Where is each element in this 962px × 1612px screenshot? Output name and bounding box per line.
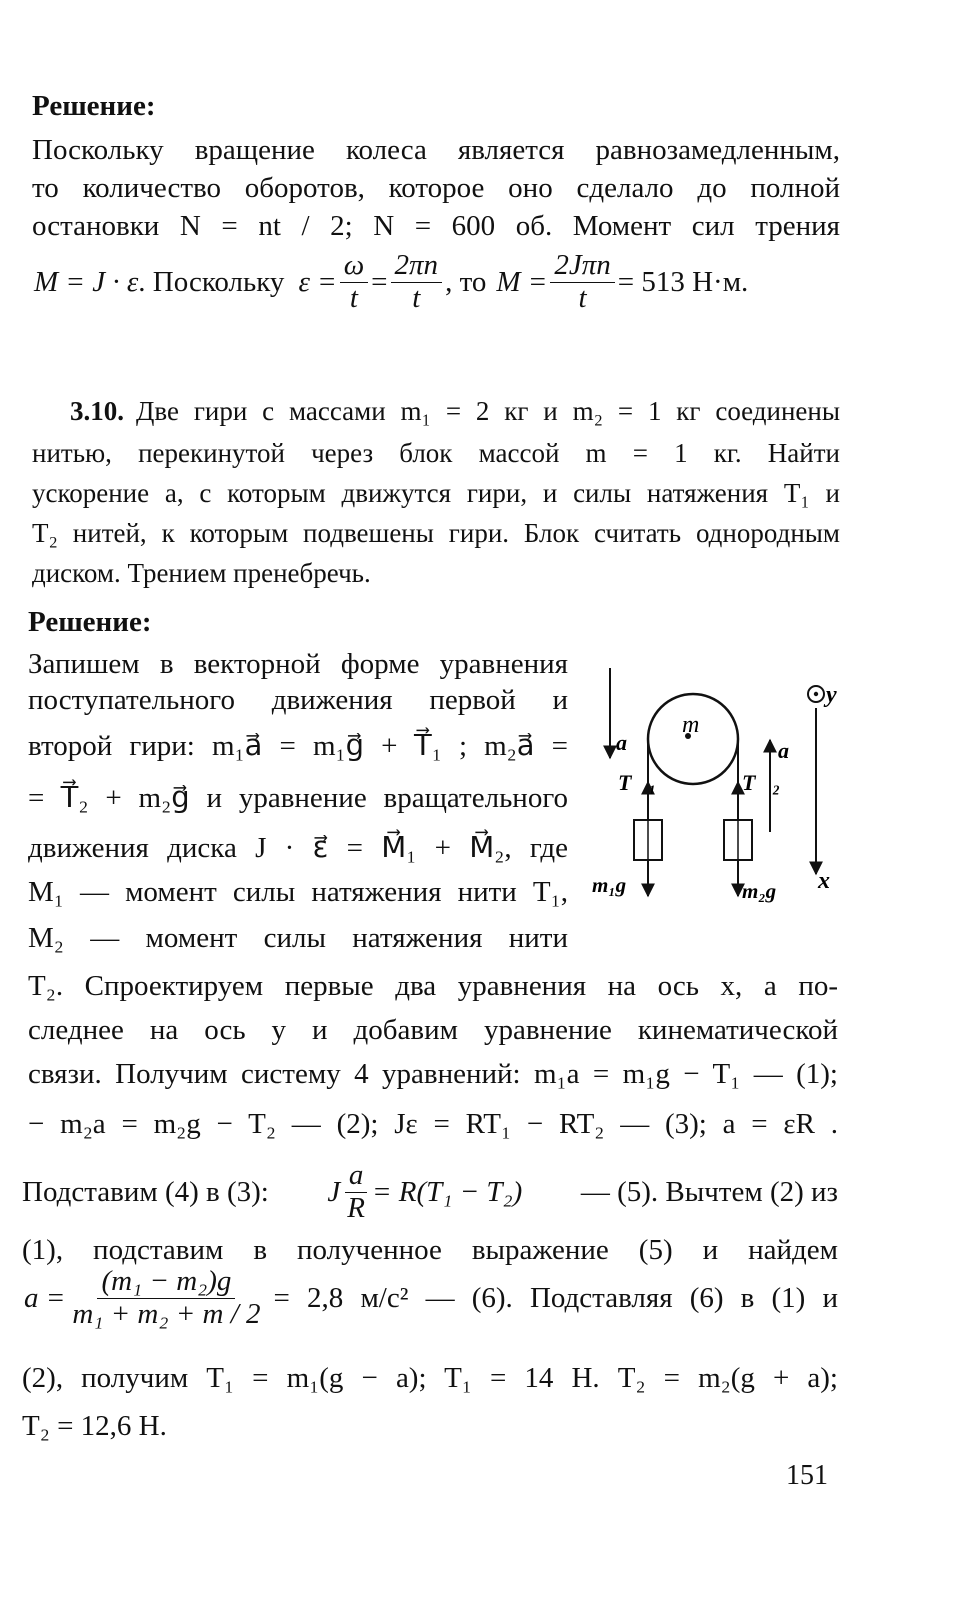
text-line: (2), получим T₁ = m₁(g − a); T₁ = 14 Н. T₂ = m₂(g + a); (22, 1362, 838, 1394)
formula-eps: ε = (298, 265, 337, 298)
fraction-numerator: ω (340, 250, 368, 283)
fraction-denominator: t (578, 281, 587, 314)
disk-label: m (682, 712, 700, 738)
fraction-numerator: (m₁ − m₂)g (97, 1266, 235, 1299)
fraction-omega-t (340, 250, 368, 315)
formula-text: . Поскольку (138, 265, 285, 298)
problem-number: 3.10. (70, 396, 124, 426)
text-line: M₂ — момент силы натяжения нити (28, 922, 568, 954)
text-line: остановки N = nt / 2; N = 600 об. Момент сил трения (32, 210, 840, 242)
fraction-numerator: 2πn (391, 250, 443, 283)
eq5-rhs: = R(T₁ − T₂) (371, 1175, 523, 1208)
fraction-2jpin-t (550, 250, 614, 315)
text-segment: — (5). Вычтем (2) из (580, 1175, 838, 1208)
solution-heading-2: Решение: (28, 606, 152, 638)
label-a-left: a⃗ (616, 730, 645, 755)
text-line: = T⃗₂ + m₂g⃗ и уравнение вращательного (28, 782, 568, 814)
text-line: T₂ = 12,6 Н. (22, 1410, 167, 1442)
pulley-disk (648, 694, 738, 784)
fraction-acceleration (68, 1266, 264, 1331)
text-line: поступательного движения первой и (28, 684, 568, 716)
text-line: M₁ — момент силы натяжения нити T₁, (28, 876, 568, 908)
text-line: ускорение a, с которым движутся гири, и силы натяжения T₁ и (32, 478, 840, 508)
text-line: второй гири: m₁a⃗ = m₁g⃗ + T⃗₁ ; m₂a⃗ = (28, 730, 568, 762)
text-line: Две гири с массами m₁ = 2 кг и m₂ = 1 кг соединены (136, 396, 840, 426)
equation-5-line (22, 1160, 838, 1225)
fraction-numerator: a (345, 1160, 368, 1193)
text-line: Запишем в векторной форме уравнения (28, 648, 568, 680)
friction-moment-formula: M = J · ε . Поскольку ε = $\frac{\omega}{t}$ = $\frac{2\pi n}{t}$ , то M = $\frac{\text{2Jπn}}{t}$ = 513 Н·м. (34, 249, 749, 314)
label-y-axis: y (826, 682, 837, 708)
equation-5 (327, 1160, 522, 1225)
pulley-diagram (592, 662, 852, 912)
label-x-axis: x (818, 868, 830, 894)
page-number: 151 (786, 1460, 828, 1491)
fraction-numerator: 2Jπn (550, 250, 614, 283)
text-line: диском. Трением пренебречь. (32, 558, 371, 588)
text-line: нитью, перекинутой через блок массой m = 1 кг. Найти (32, 438, 840, 468)
fraction-denominator: t (412, 281, 421, 314)
label-m2g: m₂g⃗ (742, 879, 793, 903)
formula-text: , то (445, 265, 487, 298)
label-T1: T⃗₁ (618, 770, 657, 795)
fraction-denominator: R (347, 1191, 365, 1224)
label-m1g: m₁g⃗ (592, 873, 643, 897)
eq6-lhs: a = (24, 1281, 66, 1314)
problem-line-1 (70, 396, 840, 427)
text-line: T₂ нитей, к которым подвешены гири. Блок считать однородным (32, 518, 840, 548)
text-segment: = 2,8 м/с² — (6). Подставляя (6) в (1) и (273, 1281, 838, 1314)
formula-M-eq: M = (496, 265, 548, 298)
eq5-j: J (327, 1175, 341, 1208)
equation-6 (24, 1266, 268, 1331)
text-line: движения диска J · ε⃗ = M⃗₁ + M⃗₂, где (28, 832, 568, 864)
text-line: (1), подставим в полученное выражение (5) и найдем (22, 1234, 838, 1266)
solution-heading-1: Решение: (32, 90, 156, 122)
text-line: T₂. Спроектируем первые два уравнения на ось x, а по- (28, 970, 838, 1002)
fraction-2pin-t (391, 250, 443, 315)
text-line: то количество оборотов, которое оно сделало до полной (32, 172, 840, 204)
label-a-right: a⃗ (778, 738, 807, 763)
text-line: следнее на ось y и добавим уравнение кинематической (28, 1014, 838, 1046)
label-T2: T⃗₂ (742, 770, 781, 795)
text-line: связи. Получим систему 4 уравнений: m₁a = m₁g − T₁ — (1); (28, 1058, 838, 1090)
text-line: Поскольку вращение колеса является равнозамедленным, (32, 134, 840, 166)
formula-m-eq: M = J · ε (34, 265, 139, 298)
text-segment: Подставим (4) в (3): (22, 1175, 269, 1208)
fraction-a-R (343, 1160, 369, 1225)
fraction-denominator: t (349, 281, 358, 314)
formula-result: = 513 Н·м. (617, 265, 749, 298)
text-line: − m₂a = m₂g − T₂ — (2); Jε = RT₁ − RT₂ — (3); a = εR . (28, 1108, 838, 1140)
equation-6-line (24, 1266, 838, 1331)
fraction-denominator: m₁ + m₂ + m / 2 (72, 1297, 261, 1330)
